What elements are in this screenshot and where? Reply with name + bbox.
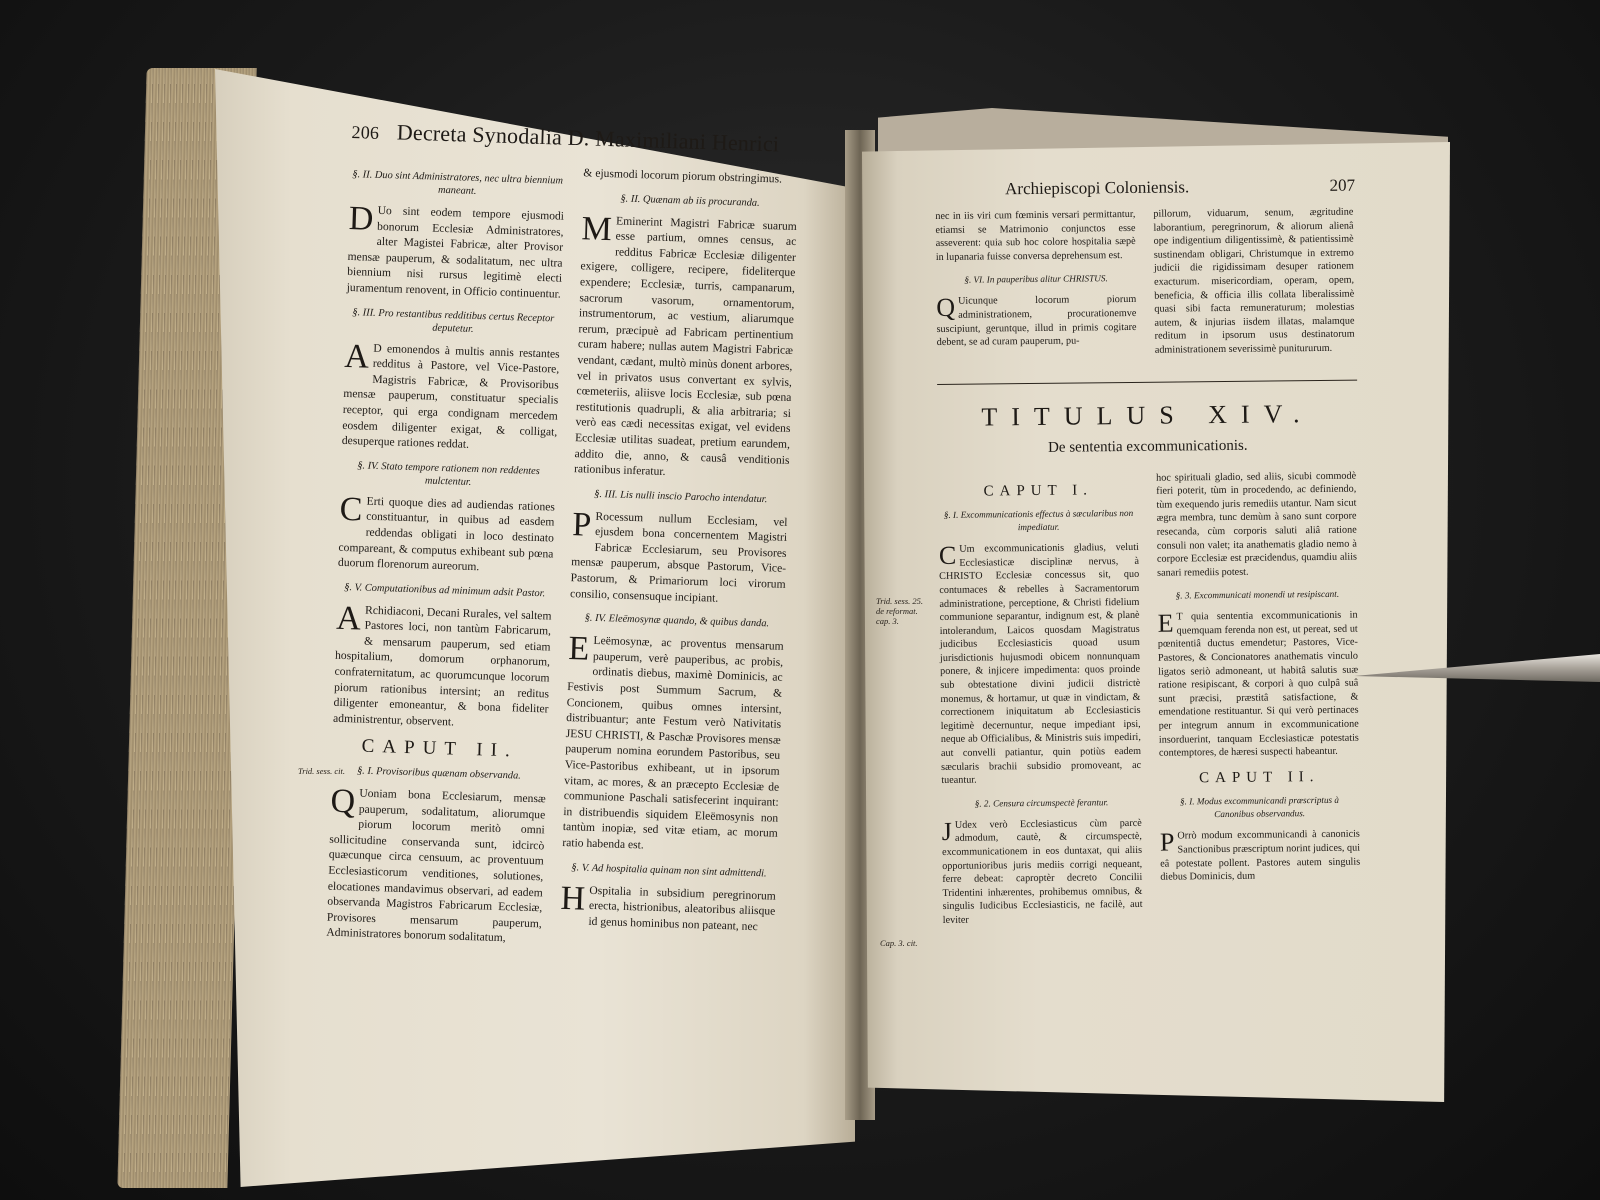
drop-cap: P [571, 505, 592, 544]
paragraph [573, 209, 798, 484]
drop-cap: J [941, 816, 953, 846]
drop-cap: E [567, 630, 590, 668]
paragraph-text: T quia sententia excommunicationis in quemquam ferenda non est, ut pereat, sed ut pœnitentiâ ductus emendetur; Pastores, Vice-Pastores, & Concionatores anathematis vinculo ligatos seriò admoneant, ut habitâ salutis suæ ratione resipiscant, & corpori à quo culpâ suâ sunt præcisi, præstitâ satisfactione, & emendatione restituantur. Si qui verò pertinaces per integrum annum in excommunicatione insorduerint, tanquam Ecclesiasticæ potestatis contemptores, de hæresi suspecti habeantur. [1157, 609, 1359, 759]
paragraph-text: Uo sint eodem tempore ejusmodi bonorum Ecclesiæ Administratores, alter Magistei Fabricæ, alter Provisor mensæ pauperum, & sodalitatum, nec ultra biennium nisi rursus legitimè electi juramentum renovent, in Officio continuentur. [346, 203, 565, 301]
caput-heading: CAPUT II. [1198, 768, 1320, 787]
drop-cap: E [1157, 608, 1174, 638]
paragraph-text: Erti quoque dies ad audiendas rationes constituantur, in quibus ad easdem reddendas obligati in loco destinato compareant, & computus exhibeant sub pœna duorum florenorum aureorum. [337, 494, 556, 574]
paragraph-text: & ejusmodi locorum piorum obstringimus. [583, 166, 783, 186]
section-heading: §. IV. Eleëmosynæ quando, & quibus danda. [584, 612, 770, 630]
left-running-head [351, 118, 802, 158]
paragraph-text: Orrò modum excommunicandi à canonicis Sanctionibus præscriptum norint judices, qui eâ potestate pollent. Pastores autem singulis diebus Dominicis, dum [1160, 828, 1361, 883]
paragraph [583, 165, 798, 187]
right-column-2 [1156, 469, 1361, 931]
left-margin-note: Trid. sess. cit. [298, 766, 345, 776]
titulus-subtitle: De sententia excommunicationis. [1047, 437, 1248, 456]
paragraph [1156, 469, 1357, 580]
section-heading: §. II. Duo sint Administratores, nec ultra biennium maneant. [352, 169, 564, 197]
paragraph [1158, 609, 1360, 761]
right-margin-note-2: Cap. 3. cit. [880, 938, 918, 948]
drop-cap: D [348, 199, 374, 238]
paragraph-text: Eminerint Magistri Fabricæ suarum esse partium, omnes census, ac redditus Fabricæ Ecclesiæ diligenter exigere, colligere, recipere, fideliterque expendere; Ecclesiæ, turris, campanarum, sacrorum vasorum, ornamentorum, instrumentorum, ac vestium, aliarumque rerum, præcipuè ad Fabricam pertinentium curam habere; nullas autem Magistri Fabricæ vendant, cædant, multò minùs donent arbores, vel in privatos usus convertant ex sylvis, cœmeteriis, aliisve locis Ecclesiæ, sub pœna restitutionis quadrupli, & alia arbitraria; si verò eas cædi necessitas exigat, vel evidens Ecclesiæ utilitas suadeat, pretium earundem, addito die, anno, & causâ venditionis rationibus inferatur. [573, 213, 798, 479]
right-running-head [935, 176, 1355, 200]
paragraph [1153, 206, 1355, 358]
right-page-number: 207 [1329, 175, 1356, 195]
titulus-heading: TITULUS XIV. [981, 398, 1314, 432]
paragraph-text: Rchidiaconi, Decani Rurales, vel saltem Pastores loci, non tantùm Fabricarum, & mensarum pauperum, sed etiam hospitalium, domorum orphanorum, confraternitatum, ac quorumcunque locorum piorum rationibus intersint; an reditus diligenter emoneantur, & bona fideliter administrentur, observent. [332, 603, 552, 729]
section-heading: §. III. Pro restantibus redditibus certus Receptor deputetur. [352, 306, 555, 335]
paragraph [560, 879, 776, 936]
right-page-text [935, 176, 1363, 934]
drop-cap: A [343, 337, 370, 376]
drop-cap: H [560, 879, 586, 918]
section-heading: §. III. Lis nulli inscio Parocho intendatur. [594, 488, 768, 505]
paragraph-text: Ospitalia in subsidium peregrinorum erecta, histrionibus, aleatoribus aliisque id genus hominibus non pateant, nec [588, 883, 776, 933]
paragraph-text: D emonendos à multis annis restantes redditus à Pastore, vel Vice-Pastore, Magistris Fabricæ, & Provisoribus mensæ pauperum, constituatur specialis receptor, qui erga condignam mercedem eosdem diligenter exigat, & colligat, desuperque rationes reddat. [341, 341, 560, 451]
paragraph-text: Uicunque locorum piorum administrationem, procurationemve suscipiunt, geruntque, illud in primis cogitare debent, se ad curam pauperum, pu- [936, 294, 1137, 349]
paragraph-text: nec in iis viri cum fœminis versari permittantur, etiamsi se Matrimonio conjunctos esse asseverent: quia sub hoc colore hospitalia sæpè in lupanaria fuisse conversa deprehensum est. [935, 208, 1136, 263]
paragraph-text: pillorum, viduarum, senum, ægritudine laborantium, peregrinorum, & aliorum alienâ ope indigentium diligentissimè, & patientissimè sustinendam obligari, Christumque in extremo judicii die rigidissimam desuper rationem exacturum. misericordiam, operam, opem, beneficia, & officia illis collata liberalissimè quasi sibi facta remuneraturum; molestias autem, & injurias iisdem illatas, malamque reditum in ipsorum usus destinatorum administrationem severissimè punitururum. [1153, 206, 1355, 356]
right-top-column-2 [1153, 206, 1355, 364]
paragraph-text: Rocessum nullum Ecclesiam, vel ejusdem bona concernentem Magistri Fabricæ Ecclesiarum, seu Provisores mensæ pauperum, absque Pastorum, Vice-Pastorum, & Primariorum loci virorum consilio, consensuque incipiant. [569, 509, 788, 605]
paragraph [326, 782, 546, 948]
drop-cap: C [339, 490, 363, 529]
drop-cap: A [335, 599, 362, 638]
caput-heading: CAPUT II. [361, 736, 519, 762]
paragraph-text: Um excommunicationis gladius, veluti Ecclesiasticæ disciplinæ nervus, à CHRISTO Ecclesiæ concessus sit, quo contumaces & rebelles à Sacramentorum administratione, perceptione, & Christi fidelium communione separantur, indignum est, & planè intolerandum, Laicos quosdam Magistratus judicibus Ecclesiasticis quoad usum jurisdictionis hujusmodi obicem nonnunquam ponere, & injicere impedimenta: quos proinde sub obtestatione divini judicii districtè monemus, & hortamur, ut quæ in vindictam, & correctionem iniquitatum ab Ecclesiasticis legitimè decernuntur, neque impediant ipsi, neque ab Officialibus, & Ministris suis impediri, aut convelli patiantur, quin potiùs eadem sæcularis brachii subsidio promoveant, ac tueantur. [939, 542, 1142, 787]
right-top-column-1 [935, 208, 1137, 366]
knife-blade-icon [1354, 648, 1600, 688]
paragraph [942, 817, 1143, 928]
section-heading: §. IV. Stato tempore rationem non reddentes mulctentur. [357, 460, 540, 488]
paragraph [935, 208, 1136, 264]
section-heading: §. 2. Censura circumspectè ferantur. [974, 797, 1109, 809]
paragraph [337, 490, 556, 578]
section-heading: §. I. Excommunicationis effectus à sæcularibus non impediatur. [943, 508, 1134, 533]
section-heading: §. V. Computationibus ad minimum adsit Pastor. [344, 581, 546, 599]
section-heading: §. I. Provisoribus quænam observanda. [356, 765, 522, 782]
section-rule [937, 379, 1357, 384]
right-column-1 [938, 471, 1143, 933]
paragraph [346, 199, 565, 302]
paragraph [342, 339, 560, 455]
left-column-1 [326, 158, 566, 953]
section-heading: §. I. Modus excommunicandi præscriptus à Canonibus observandus. [1179, 795, 1340, 820]
drop-cap: P [1159, 827, 1175, 858]
paragraph [333, 601, 552, 732]
paragraph [569, 505, 788, 608]
drop-cap: Q [329, 782, 356, 821]
paragraph [939, 541, 1142, 788]
right-running-title: Archiepiscopi Coloniensis. [1004, 177, 1190, 199]
section-heading: §. VI. In pauperibus alitur CHRISTUS. [964, 273, 1108, 286]
paragraph-text: Udex verò Ecclesiasticus cùm parcè admodum, cautè, & circumspectè, excommunicationem in eos duntaxat, qui aliis opportunioribus juris mediis corrigi nequeant, ferre debeat: caproptèr decreto Concilii Tridentini inhærentes, prohibemus omnibus, & singulis Iudicibus Ecclesiasticis, ne facilè, aut leviter [941, 817, 1143, 926]
drop-cap: Q [936, 293, 956, 323]
drop-cap: C [938, 540, 957, 571]
paragraph [1160, 828, 1361, 884]
section-heading: §. II. Quænam ab iis procuranda. [620, 193, 760, 209]
left-page-text [326, 118, 802, 961]
caput-heading: CAPUT I. [983, 481, 1094, 500]
paragraph-text: Leëmosynæ, ac proventus mensarum pauperum, verè pauperibus, ac probis, ordinatis diebus, maximè Dominicis, ac Festivis post Summum Sacrum, & Concionem, quibus omnes intersint, distribuantur; ante Festum verò Nativitatis JESU CHRISTI, & Paschæ Provisores mensæ pauperum nomina eorundem Pastoribus, seu Vice-Pastoribus exhibeant, ut in ipsorum vitam, ac mores, & an præcepto Ecclesiæ de communione Paschali satisfecerint inquirant: in distribuendis siquidem Eleëmosynis non tantùm inopiæ, sed vitæ etiam, ac morum ratio habenda est. [562, 634, 784, 852]
section-heading: §. 3. Excommunicati monendi ut resipiscant. [1175, 589, 1340, 601]
left-page-number: 206 [351, 121, 380, 143]
paragraph-text: Uoniam bona Ecclesiarum, mensæ pauperum, sodalitatum, aliorumque piorum locorum meritò omni sollicitudine conservanda sunt, idcircò quæcunque circa censuum, ac proventuum Ecclesiasticorum venditiones, solutiones, elocationes mandavimus observari, ad eadem observanda Magistros Fabricarum Ecclesiæ, Provisores mensarum pauperum, Administratores bonorum sodalitatum, [326, 786, 546, 945]
left-running-title: Decreta Synodalia D. Maximiliani Henrici [396, 119, 780, 157]
paragraph-text: hoc spirituali gladio, sed aliis, sicubi commodè fieri poterit, tùm in procedendo, ac definiendo, tùm exequendo juris remediis utantur. Nam sicut ægra membra, tunc demùm à sano sunt corpore resecanda, cùm corporis saluti aliâ ratione consuli non valet; ita anathematis gladio nemo à corpore Ecclesiæ est præcidendus, quamdiu aliis sanari remediis potest. [1156, 470, 1358, 579]
drop-cap: M [581, 209, 613, 248]
section-heading: §. V. Ad hospitalia quinam non sint admittendi. [571, 861, 767, 879]
left-column-2 [559, 165, 799, 960]
paragraph [936, 293, 1137, 349]
right-margin-note-1: Trid. sess. 25. de reformat. cap. 3. [876, 596, 923, 626]
paragraph [562, 632, 784, 857]
